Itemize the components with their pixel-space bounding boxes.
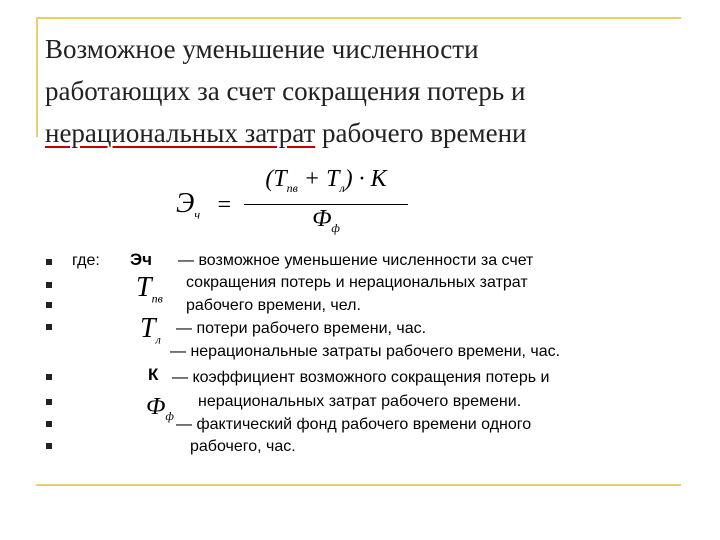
legend-line-6: — коэффициент возможного сокращения потерь и xyxy=(172,369,550,386)
formula-equals: = xyxy=(216,192,233,218)
legend-line-3: рабочего времени, чел. xyxy=(186,297,361,314)
bullet-marker xyxy=(46,374,52,380)
symbol-ech: Эч xyxy=(130,250,152,269)
frame-left-line xyxy=(36,17,38,137)
formula xyxy=(176,166,416,246)
formula-lhs: $Э_ч$ xyxy=(176,188,201,222)
slide-title xyxy=(45,28,705,154)
legend-line-7: нерациональных затрат рабочего времени. xyxy=(198,393,522,410)
symbol-ff: $Ф_ф$ xyxy=(146,394,174,423)
bullet-marker xyxy=(46,302,52,308)
legend-line-9: рабочего, час. xyxy=(190,438,296,455)
where-label: где: xyxy=(72,252,100,269)
title-line-3-rest: рабочего времени xyxy=(315,118,527,148)
legend-line-8: — фактический фонд рабочего времени одного xyxy=(176,416,532,433)
bullet-marker xyxy=(46,399,52,405)
title-line-3 xyxy=(45,112,705,154)
frame-top-line xyxy=(36,17,681,19)
title-underlined-phrase: нерациональных затрат xyxy=(45,118,316,148)
title-line-2: работающих за счет сокращения потерь и xyxy=(45,76,526,106)
frame-bottom-line xyxy=(36,484,681,486)
legend-line-1: — возможное уменьшение численности за счет xyxy=(178,252,534,269)
symbol-tpv: $T_{пв}$ xyxy=(136,272,163,306)
bullet-marker xyxy=(46,282,52,288)
legend-line-2: сокращения потерь и нерациональных затрат xyxy=(186,274,528,291)
title-line-1: Возможное уменьшение численности xyxy=(45,34,479,64)
bullet-marker xyxy=(46,421,52,427)
formula-denominator: $Ф_ф$ xyxy=(312,206,340,235)
bullet-marker xyxy=(46,443,52,449)
legend-line-5: — нерациональные затраты рабочего времени, час. xyxy=(170,343,561,360)
formula-numerator: $(T_{пв} + T_л) \cdot K$ xyxy=(265,166,387,195)
legend-line-4: — потери рабочего времени, час. xyxy=(176,320,427,337)
bullet-marker xyxy=(46,324,52,330)
bullet-marker xyxy=(46,259,52,265)
fraction-bar xyxy=(244,204,408,205)
symbol-k: К xyxy=(148,365,159,384)
symbol-tl: $T_л$ xyxy=(140,313,161,347)
